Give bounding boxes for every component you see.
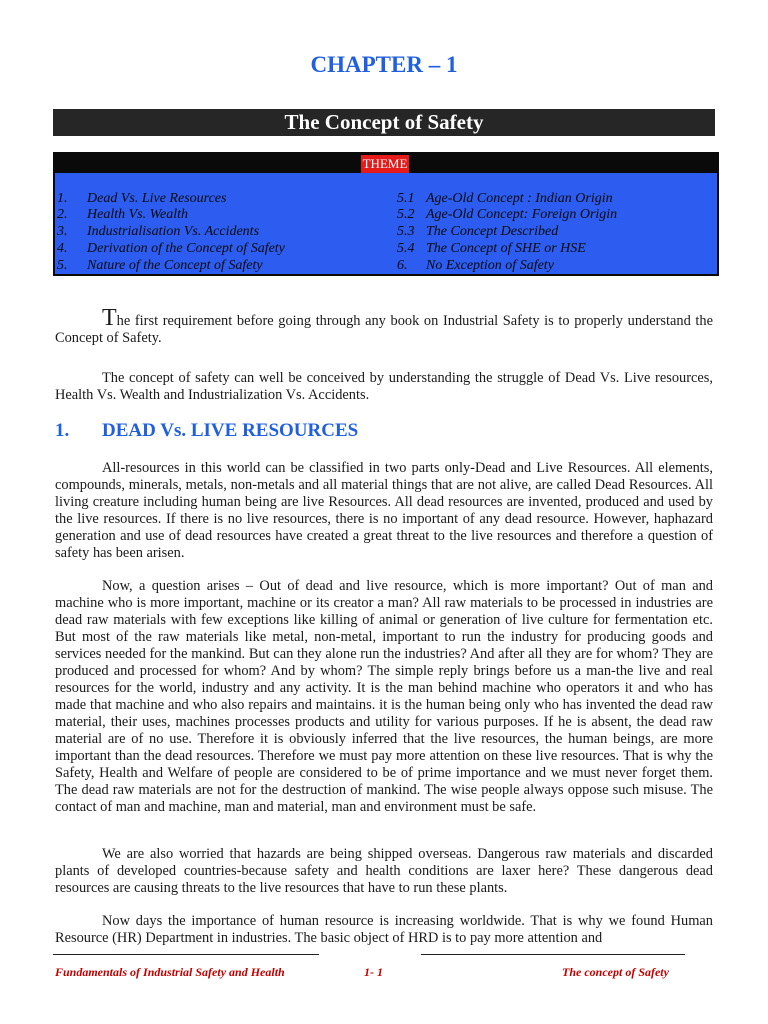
footer-book-title: Fundamentals of Industrial Safety and Health	[55, 965, 285, 979]
theme-item-number: 5.3	[397, 224, 415, 239]
body-paragraph: All-resources in this world can be classified in two parts only-Dead and Live Resources. All elements, compounds, minerals, metals, non-metals and all material things that are not alive, are called Dead Resources. All living creature including human being are live Resources. All dead resources are invented, produced and used by the live resources. If there is no live resources, there is no important of any dead resource. However, haphazard generation and use of dead resources have created a great threat to the live resources and therefore a question of safety has been arisen.	[55, 460, 713, 561]
section-heading	[55, 420, 358, 442]
chapter-heading: CHAPTER – 1	[310, 52, 458, 77]
theme-item-number: 6.	[397, 258, 408, 273]
drop-cap: T	[102, 305, 117, 331]
body-paragraph: We are also worried that hazards are being shipped overseas. Dangerous raw materials and discarded plants of developed countries-because safety and health conditions are laxer here? These dangerous dead resources are causing threats to the live resources that have to run these plants.	[55, 846, 713, 896]
theme-row	[55, 206, 717, 223]
theme-item-text: Age-Old Concept: Foreign Origin	[426, 207, 618, 222]
intro-paragraph	[55, 305, 713, 347]
body-paragraph: Now days the importance of human resource is increasing worldwide. That is why we found Human Resource (HR) Department in industries. The basic object of HRD is to pay more attention and	[55, 913, 713, 946]
theme-item-text: The Concept Described	[426, 224, 559, 239]
theme-item-text: Age-Old Concept : Indian Origin	[426, 191, 613, 206]
theme-item-number: 5.1	[397, 191, 415, 206]
theme-item-text: Industrialisation Vs. Accidents	[87, 224, 260, 239]
theme-row	[55, 257, 717, 274]
section-title: DEAD Vs. LIVE RESOURCES	[102, 420, 359, 441]
theme-panel	[55, 173, 717, 274]
footer-chapter-title: The concept of Safety	[562, 965, 669, 979]
theme-item-number: 3.	[57, 224, 68, 239]
theme-item-number: 5.2	[397, 207, 415, 222]
theme-item-number: 4.	[57, 241, 68, 256]
footer-rule-left	[53, 954, 319, 955]
chapter-title: The Concept of Safety	[53, 109, 715, 136]
footer-rule-right	[421, 954, 685, 955]
theme-item-text: Health Vs. Wealth	[87, 207, 188, 222]
theme-item-text: No Exception of Safety	[426, 258, 554, 273]
theme-label: THEME	[362, 156, 408, 171]
theme-row	[55, 190, 717, 207]
section-number: 1.	[55, 420, 70, 441]
intro-paragraph-2: The concept of safety can well be conceived by understanding the struggle of Dead Vs. Live resources, Health Vs. Wealth and Industrialization Vs. Accidents.	[55, 370, 713, 403]
theme-item-text: Derivation of the Concept of Safety	[87, 241, 285, 256]
theme-row	[55, 240, 717, 257]
theme-box	[53, 152, 719, 276]
theme-item-number: 5.	[57, 258, 68, 273]
theme-item-number: 5.4	[397, 241, 415, 256]
theme-item-text: The Concept of SHE or HSE	[426, 241, 586, 256]
theme-item-number: 2.	[57, 207, 68, 222]
theme-item-text: Dead Vs. Live Resources	[87, 191, 227, 206]
theme-item-number: 1.	[57, 191, 68, 206]
theme-row	[55, 223, 717, 240]
theme-item-text: Nature of the Concept of Safety	[87, 258, 263, 273]
body-paragraph: Now, a question arises – Out of dead and live resource, which is more important? Out of man and machine who is more important, machine or its creator a man? All raw materials to be processed in industries are dead raw materials with few exceptions like killing of animal or generation of live culture for fermentation etc. But most of the raw materials like metal, non-metal, important to run the industry for producing goods and services needed for the mankind. But can they alone run the industries? And after all they are for whom? They are produced and processed for whom? And by whom? The simple reply brings before us a man-the live and real resources for the world, industry and any activity. It is the man behind machine who operators it and who has made that machine and who also repairs and maintains. it is the human being only who has invented the dead raw material, their uses, machines processes products and utility for various purposes. If he is absent, the dead raw material are of no use. Therefore it is obviously inferred that the live resources, the human beings, are more important than the dead resources. Therefore we must pay more attention on these live resources. That is why the Safety, Health and Welfare of people are considered to be of prime importance and we must never forget them. The dead raw materials are not for the destruction of mankind. The wise people always oppose such misuse. The contact of man and machine, man and material, man and environment must be safe.	[55, 578, 713, 815]
intro-text: he first requirement before going through any book on Industrial Safety is to properly understand the Concept of Safety.	[55, 313, 713, 346]
footer-page-number: 1- 1	[364, 965, 383, 979]
